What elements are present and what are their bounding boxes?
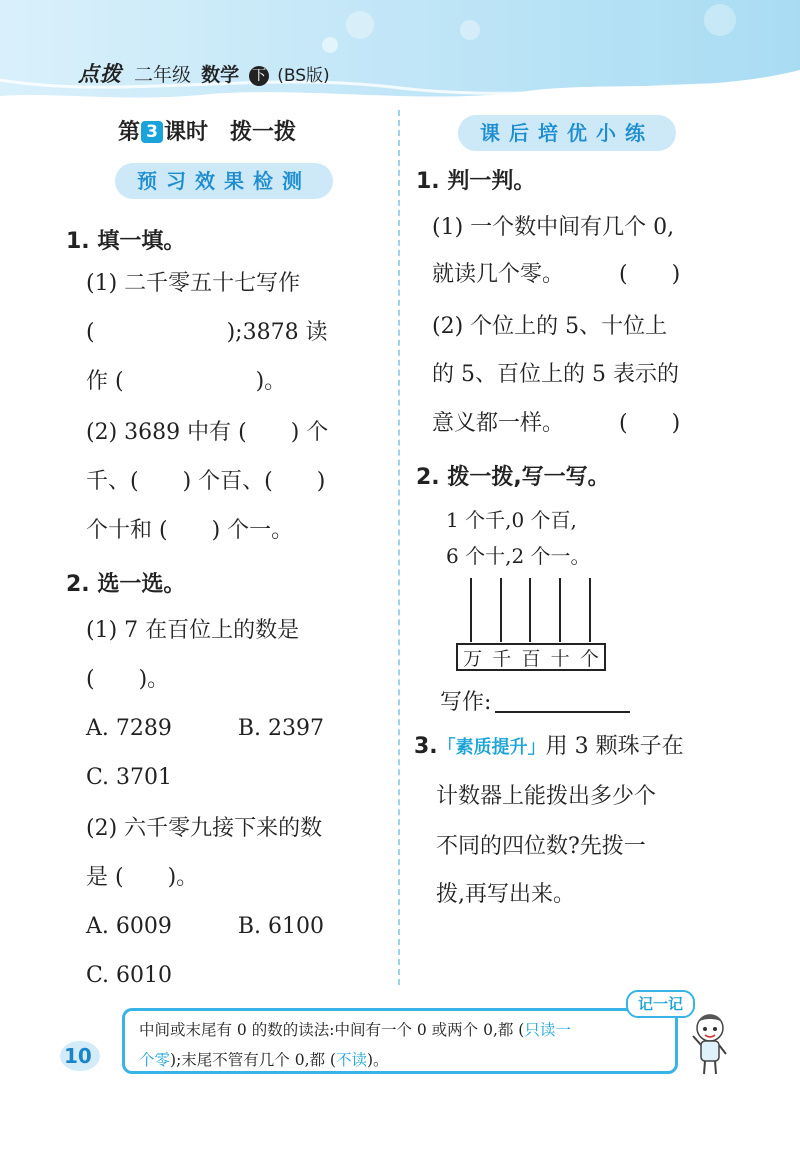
memo-note-box (122, 1008, 678, 1074)
memo-line (139, 1015, 661, 1045)
right-q1-line: 意义都一样。 ( ) (432, 411, 681, 436)
left-q1-title: 1. 填一填。 (66, 229, 186, 254)
header-wave-decoration (0, 0, 800, 105)
memo-line (139, 1045, 661, 1075)
memo-text: )。 (367, 1051, 389, 1069)
subject-label: 数学 (201, 64, 240, 86)
abacus-rod (500, 578, 502, 642)
abacus-label: 个 (579, 647, 599, 670)
right-q1-line: 就读几个零。 ( ) (432, 262, 681, 287)
left-q2-option: A. 6009 B. 6100 (86, 914, 325, 939)
abacus-label: 百 (521, 647, 541, 670)
right-q3-line: 计数器上能拨出多少个 (436, 784, 657, 809)
lesson-number-badge: 3 (141, 121, 163, 143)
write-label: 写作: (440, 690, 492, 715)
right-q1-line: (2) 个位上的 5、十位上 (432, 314, 668, 339)
left-q2-line: 是 ( )。 (86, 865, 199, 890)
right-q3-line: 用 3 颗珠子在 (545, 734, 684, 759)
left-q2-line: ( )。 (86, 667, 170, 692)
left-q1-line: 千、( ) 个百、( ) (86, 469, 326, 494)
abacus-label: 千 (492, 647, 512, 670)
grade-label: 二年级 (134, 64, 192, 86)
edition-label: (BS版) (277, 66, 330, 86)
left-q2-option: A. 7289 B. 2397 (86, 716, 325, 741)
right-q3-number: 3. (414, 734, 438, 759)
left-q1-line: (2) 3689 中有 ( ) 个 (86, 420, 329, 445)
memo-answer: 不读 (335, 1051, 367, 1069)
right-q2-title: 2. 拨一拨,写一写。 (416, 465, 610, 490)
preview-check-banner: 预习效果检测 (115, 163, 333, 199)
write-answer-row (440, 678, 630, 727)
answer-blank-line[interactable] (495, 687, 630, 713)
abacus-rod (529, 578, 531, 642)
right-q2-line: 6 个十,2 个一。 (446, 544, 591, 568)
volume-badge: 下 (249, 66, 269, 86)
left-q2-line: (2) 六千零九接下来的数 (86, 816, 323, 841)
abacus-label: 万 (463, 647, 483, 670)
left-q1-line: 作 ( )。 (86, 369, 287, 394)
lesson-prefix: 第 (118, 120, 141, 145)
abacus-rod (589, 578, 591, 642)
abacus-label: 十 (550, 647, 570, 670)
right-q3-line: 拨,再写出来。 (436, 882, 575, 907)
mascot-character-icon (690, 1012, 730, 1082)
left-q1-line: 个十和 ( ) 个一。 (86, 518, 294, 543)
lesson-name: 拨一拨 (230, 120, 297, 145)
right-q3-line: 不同的四位数?先拨一 (436, 834, 646, 859)
memo-text: );末尾不管有几个 0,都 ( (170, 1051, 336, 1069)
column-divider (398, 110, 400, 985)
abacus-base (456, 643, 606, 671)
left-q1-line: (1) 二千零五十七写作 (86, 271, 301, 296)
right-q1-line: (1) 一个数中间有几个 0, (432, 215, 675, 240)
left-q2-option: C. 3701 (86, 765, 173, 790)
left-q2-line: (1) 7 在百位上的数是 (86, 618, 300, 643)
left-q2-title: 2. 选一选。 (66, 572, 186, 597)
right-q3-first-line (414, 722, 684, 772)
abacus-rod (470, 578, 472, 642)
right-q1-line: 的 5、百位上的 5 表示的 (432, 362, 679, 387)
right-q2-line: 1 个千,0 个百, (446, 508, 577, 532)
after-class-practice-banner: 课后培优小练 (458, 115, 676, 151)
lesson-suffix: 课时 (164, 120, 209, 145)
memo-answer: 只读一 (524, 1021, 571, 1039)
memo-answer: 个零 (139, 1051, 171, 1069)
page-number: 10 (64, 1044, 92, 1068)
right-q1-title: 1. 判一判。 (416, 169, 536, 194)
page-header (0, 0, 800, 105)
quality-improve-tag: 「素质提升」 (437, 737, 546, 758)
abacus-rod (559, 578, 561, 642)
lesson-title (118, 115, 296, 146)
memo-text: 中间或末尾有 0 的数的读法:中间有一个 0 或两个 0,都 ( (139, 1021, 525, 1039)
memo-label-tag: 记一记 (626, 990, 695, 1018)
left-q1-line: ( );3878 读 (86, 320, 328, 345)
header-title (78, 58, 330, 88)
brand-logo: 点拨 (78, 61, 122, 86)
left-q2-option: C. 6010 (86, 963, 173, 988)
